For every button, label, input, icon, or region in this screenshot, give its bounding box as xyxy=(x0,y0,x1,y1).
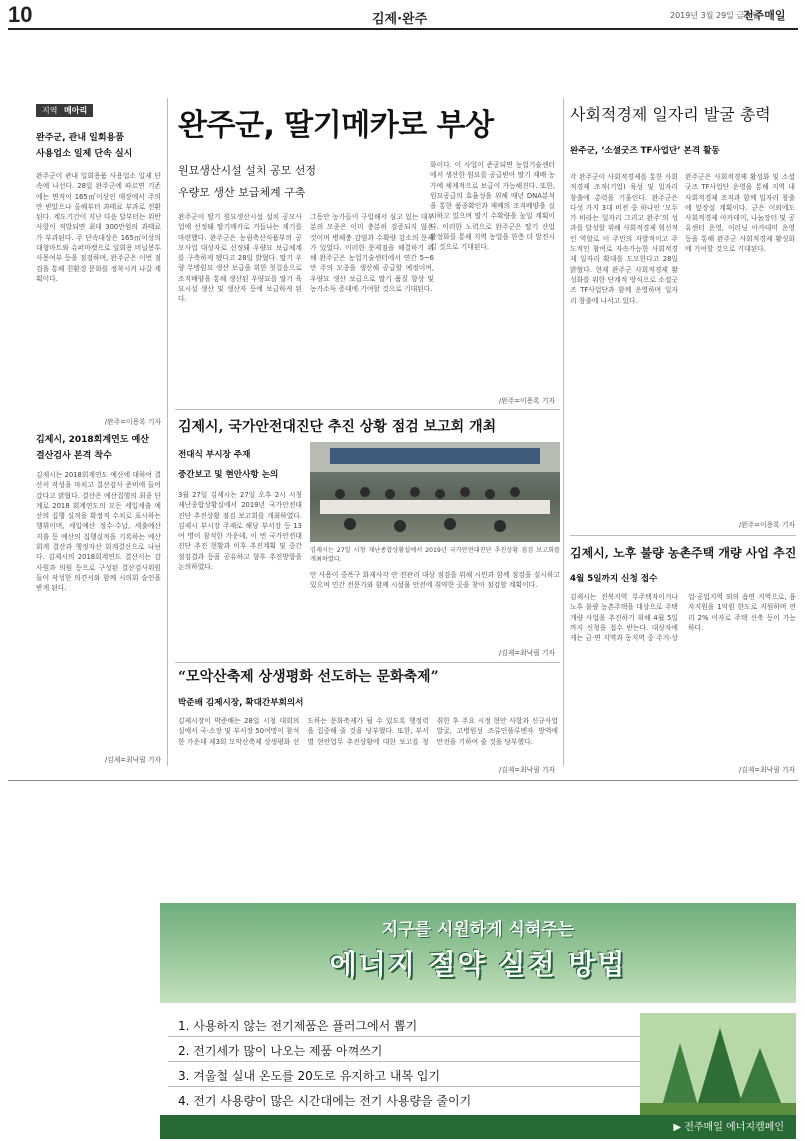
h2-body-col2: 안 사용이 중폭구 화재사각 안 전관리 대상 점검을 위해 시민과 함께 점검을 실시하고 있으며 민간 전문가와 함께 시설물 안전에 취약한 곳을 찾아 점검할 계획이다. xyxy=(310,571,560,590)
sidebar-a2-title2: 결산검사 본격 착수 xyxy=(36,451,112,461)
energy-campaign-ad xyxy=(160,903,796,1139)
photo-caption: 김제시는 27일 시청 재난종합상황실에서 2019년 국가안전대진단 추진상황 점검 보고회를 개최하였다. xyxy=(310,547,560,563)
h5-byline: /김제=최낙필 기자 xyxy=(738,766,795,774)
tip-2: 2. 전기세가 많이 나오는 제품 아껴쓰기 xyxy=(178,1044,383,1058)
sidebar-a1-title: 완주군, 관내 일회용품 xyxy=(36,133,124,143)
h2-subtitle-1: 전대식 부시장 주재 xyxy=(178,450,251,460)
banner-title: 에너지 절약 실천 방법 xyxy=(329,948,627,981)
h5-subtitle: 4월 5일까지 신청 접수 xyxy=(570,574,658,584)
page-number: 10 xyxy=(8,2,33,27)
h1-body-col2: 그동안 농가들이 구입해서 심고 있는 대부분의 모종은 이미 충분히 검증되지 않은 것이며 병해충 감염과 수확량 감소의 문제가 있었다. 이러한 문제점을 해결하기 위해 완주군은 농업기술센터에서 연간 5~6만 주의 모종을 생산해 공급할 예정이며, 우량묘 생산 보급으로 딸기 품질 향상 및 농가소득 증대에 기여할 것으로 기대된다. xyxy=(310,213,434,294)
right-divider xyxy=(563,98,564,766)
h1-byline: /완주=이용록 기자 xyxy=(498,397,555,405)
h3-body: 김제시장이 박준배는 28일 시청 대회의실에서 국·소장 및 부서장 50여명이 참석한 가운데 제3회 모악산축제 상생평화 선도하는 문화축제가 될 수 있도록 행정력을 집중해 줄 것을 당부했다. 또한, 부서별 현안업무 추진상황에 대한 보고를 청취한 후 주요 시정 현안 사항과 신규사업 발굴, 고병원성 조류인플루엔자 방역에 만전을 기하여 줄 것을 당부했다. xyxy=(178,717,558,746)
headline-safety: 김제시, 국가안전대진단 추진 상황 점검 보고회 개최 xyxy=(178,419,497,435)
h3-byline: /김제=최낙필 기자 xyxy=(498,766,555,774)
sidebar-divider xyxy=(167,98,168,766)
sidebar-a2-body: 김제시는 2018회계연도 예산에 대하여 결산서 작성을 마치고 결산검사 준비에 들어갔다고 밝혔다. 결산은 예산집행의 최종 단계로 2018 회계연도의 모든 세입세출 예산의 집행 실적을 확정적 수치로 표시하는 행위이며, 세입예산 정수·수납, 세출예산 지출 등 예산의 집행실적을 기록하는 예산회계 결산과 행정자산 회계결산으로 나뉜다. 김제시의 2018회계연도 결산서는 감사원과 의원 등으로 구성된 결산검사위원들이 작성한 의견서와 함께 시의회 승인을 받게 된다. xyxy=(36,471,161,593)
campaign-bar xyxy=(160,1115,796,1139)
content-bottom-rule xyxy=(8,780,798,781)
issue-date: 2019년 3월 29일 금요일 xyxy=(670,11,760,20)
tip-3: 3. 겨울철 실내 온도를 20도로 유지하고 내복 입기 xyxy=(178,1069,441,1083)
h1-subtitle-1: 원묘생산시설 설치 공모 선정 xyxy=(178,164,317,177)
h4-body-col2: 완주군은 사회적경제 활성화 및 소셜굿즈 TF사업단 운영을 통해 지역 내 사회적경제 조직과 함께 일자리 창출에 앞장설 계획이다. 군은 이외에도 사회적경제 아카데미, 나눔장터 및 공유센터 운영, 이러닝 아카데미 운영 등을 통해 완주군 사회적경제 활성화에 기여할 것으로 기대된다. xyxy=(685,173,795,254)
campaign-label: ▶ 전주매일 에너지캠페인 xyxy=(673,1122,784,1133)
main-divider-2 xyxy=(175,662,560,663)
headline-strawberry: 완주군, 딸기메카로 부상 xyxy=(178,108,494,143)
h1-body-col1: 완주군이 딸기 원묘생산시설 설치 공모사업에 선정돼 딸기메카로 거듭나는 계기를 마련했다. 완주군은 농림축산식품부의 공모사업 대상자로 선정돼 우량묘 보급체계를 구축하게 됐다고 28일 밝혔다. 딸기 우량 무병원묘 생산 보급을 위한 첫걸음으로 조직배양을 통해 생산된 우량묘를 딸기 육묘시설 생산 및 생산자 등에 보급하게 된다. xyxy=(178,213,302,304)
safety-meeting-photo xyxy=(310,442,560,542)
sidebar-a1-title2: 사용업소 일제 단속 실시 xyxy=(36,149,133,159)
h4-body-col1: 각 완주군이 사회적경제를 통한 사회적경제 조직(기업) 육성 및 일자리 창출에 총력을 기울인다. 완주군은 다섯 가지 3대 비전 중 하나인 ‘모두가 바라는 일자리 그리고 완주’의 성과를 달성할 위해 사회적경제 혁신적인 역할로 이 주민의 자발적이고 주도적인 참여로 자속가능한 사회적경제 일자리 확대를 도모한다고 28일 밝혔다. 현재 완주군 사회적경제 활성화를 위한 단계적 방식으로 소셜굿즈 TF사업단과 함께 운영하며 일자리 창출에 나서고 있다. xyxy=(570,173,678,305)
h2-byline: /김제=최낙필 기자 xyxy=(498,649,555,657)
headline-moaksan: “모악산축제 상생평화 선도하는 문화축제” xyxy=(178,669,439,685)
right-divider-h xyxy=(570,535,796,536)
h3-subtitle: 박준배 김제시장, 확대간부회의서 xyxy=(178,698,304,708)
h2-subtitle-2: 중간보고 및 현안사항 논의 xyxy=(178,470,279,480)
header-rule xyxy=(8,28,798,30)
tip-1: 1. 사용하지 않는 전기제품은 플러그에서 뽑기 xyxy=(178,1019,418,1033)
sidebar-tag xyxy=(36,104,93,117)
tag-title: 메아리 xyxy=(64,106,88,115)
main-divider-1 xyxy=(175,409,560,410)
headline-rural-housing: 김제시, 노후 불량 농촌주택 개량 사업 추진 xyxy=(570,546,797,560)
sidebar-a2-title: 김제시, 2018회계연도 예산 xyxy=(36,435,149,445)
h4-subtitle: 완주군, ‘소셜굿즈 TF사업단’ 본격 활동 xyxy=(570,146,720,156)
tip-4: 4. 전기 사용량이 많은 시간대에는 전기 사용량을 줄이기 xyxy=(178,1094,472,1108)
banner-tagline: 지구를 시원하게 식혀주는 xyxy=(381,920,575,940)
sidebar-a1-body: 완주군이 관내 일회용품 사용업소 일제 단속에 나선다. 28일 완주군에 따르면 기존에는 면적이 165㎡이상인 매장에서 주의만 받았으나 올해부터 과태료 부과로 전환된다. 계도기간이 지난 다음 달부터는 위반 사항이 적발되면 최대 300만원의 과태료가 부과된다. 주 단속대상은 165㎡이상의 대형마트와 슈퍼마켓으로 일회용 비닐봉투 사용여부 등을 점검하며, 완주군은 이번 점검을 통해 친환경 문화를 정착시켜 나갈 계획이다. xyxy=(36,172,161,283)
h1-subtitle-2: 우량모 생산 보급체계 구축 xyxy=(178,186,306,199)
h2-body-col1: 3월 27일 김제시는 27일 오후 2시 시청 재난종합상황실에서 2019년 국가안전대진단 추진상황 점검 보고회를 개최하였다. 김제시 부시장 주재로 해당 부서장 등 13여 명이 참석한 가운데, 이 번 국가안전대진단 추진 현황과 이후 추진계획 및 중간 점검결과 등을 공유하고 향후 추진방향을 논의하였다. xyxy=(178,491,302,572)
paper-name: 전주매일 xyxy=(743,9,786,22)
forest-illustration xyxy=(640,1013,796,1115)
section-title: 김제·완주 xyxy=(372,12,428,27)
play-icon: ▶ xyxy=(673,1122,685,1133)
h5-body: 김제시는 전북지역 무주택자이거나 노후 불량 농촌주택을 대상으로 주택개량 사업을 추진하기 위해 4월 5일까지 신청을 접수 받는다. 대상자에게는 금·면 지역과 동지역 중 주거·상업·공업지역 외의 읍면 지역으로, 융자지원을 1억원 한도로 지원하며 연리 2% 이자로 주택 신축 등이 가능하다. xyxy=(570,593,796,643)
sidebar-a1-byline: /완주=이용록 기자 xyxy=(104,418,161,426)
sidebar-a2-byline: /김제=최낙필 기자 xyxy=(104,756,161,764)
tag-prefix: 지역 xyxy=(42,106,58,115)
headline-social-economy: 사회적경제 일자리 발굴 총력 xyxy=(570,105,771,124)
h1-body-col3: 화이다. 이 사업이 준공되면 농업기술센터에서 생산한 원묘를 공급받아 딸기 재배 농가에 체계적으로 보급이 가능해진다. 또한, 원묘공급의 효율성을 위해 매년 DNA분석을 통한 품종확인과 재배의 조직배양을 실시하고 있으며 딸기 수확량을 높일 계획이다. 이러한 노력으로 완주군은 딸기 산업 활성화를 통해 지역 농업을 한층 더 발전시킬 것으로 기대된다. xyxy=(430,161,555,252)
photo-scene xyxy=(310,442,560,542)
h4-byline: /완주=이용록 기자 xyxy=(738,521,795,529)
